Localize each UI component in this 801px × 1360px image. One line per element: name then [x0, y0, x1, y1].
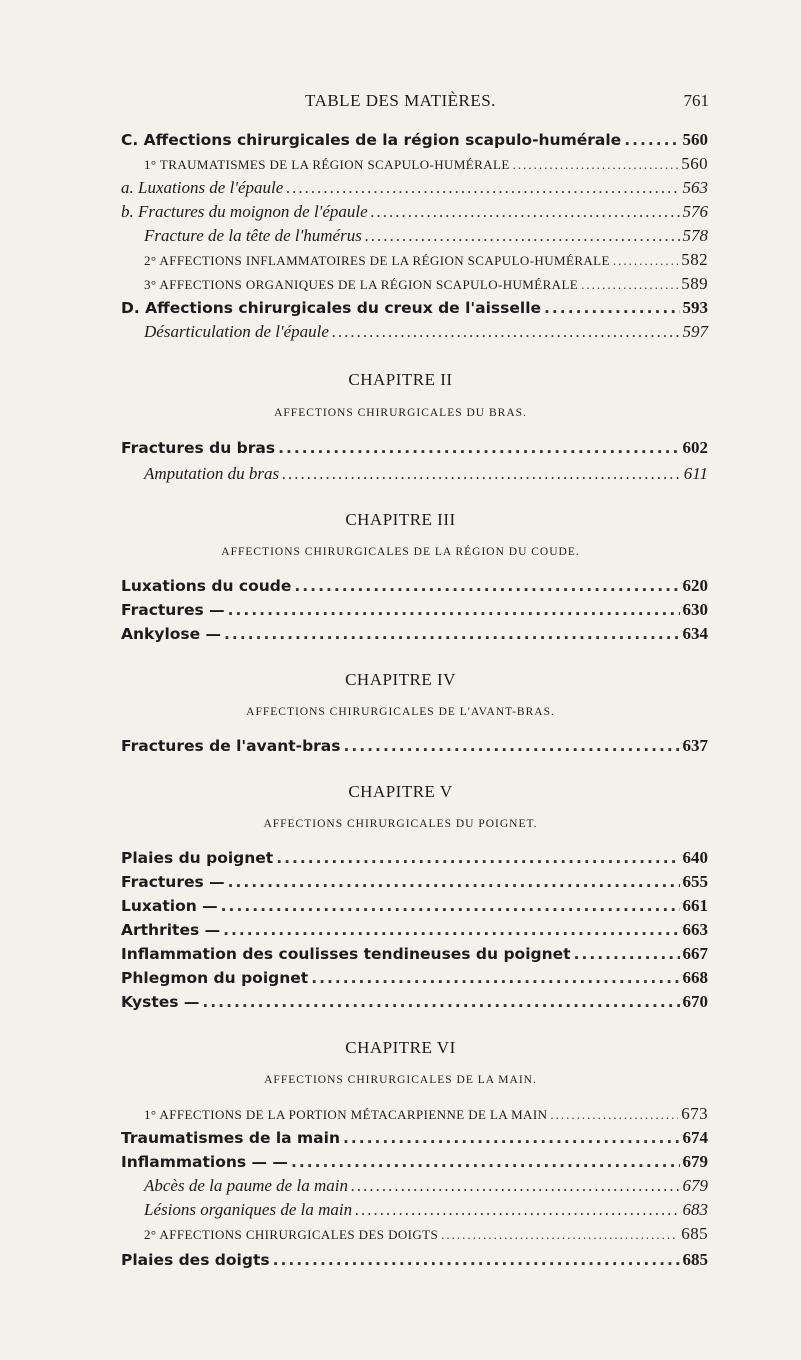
dot-leader [294, 577, 679, 595]
chapter-subtitle: AFFECTIONS CHIRURGICALES DE L'AVANT-BRAS. [246, 706, 555, 718]
toc-entry-page: 576 [682, 202, 708, 221]
chapter-subtitle: AFFECTIONS CHIRURGICALES DU BRAS. [274, 407, 527, 419]
toc-entry [121, 624, 708, 646]
dot-leader [343, 1129, 680, 1147]
toc-entry-page: 661 [682, 896, 708, 915]
toc-entry-label: b. Fractures du moignon de l'épaule [121, 202, 368, 221]
dot-leader [351, 1176, 680, 1196]
dot-leader [221, 897, 680, 915]
toc-entry-page: 685 [682, 1250, 708, 1269]
toc-entry-label: D. Affections chirurgicales du creux de l'aisselle [121, 299, 542, 317]
toc-entry-page: 589 [681, 274, 708, 293]
dot-leader [286, 178, 679, 198]
toc-entry [144, 464, 708, 486]
toc-entry [144, 226, 708, 248]
toc-entry-page: 630 [682, 600, 708, 619]
chapter-title: CHAPITRE IV [345, 670, 456, 689]
toc-entry [121, 202, 708, 224]
toc-entry [144, 250, 708, 272]
toc-entry [121, 438, 708, 460]
toc-entry [121, 896, 708, 918]
toc-entry-label: Luxations du coude [121, 577, 292, 595]
toc-entry-label: Phlegmon du poignet [121, 969, 309, 987]
dot-leader [278, 439, 679, 457]
toc-entry-page: 685 [681, 1224, 708, 1243]
dot-leader [371, 202, 680, 222]
toc-entry-label: Désarticulation de l'épaule [144, 322, 329, 341]
toc-entry-page: 668 [682, 968, 708, 987]
toc-entry-page: 655 [682, 872, 708, 891]
toc-entry-page: 673 [681, 1104, 708, 1123]
toc-entry [144, 274, 708, 296]
dot-leader [311, 969, 679, 987]
toc-entry [144, 1200, 708, 1222]
dot-leader [550, 1107, 678, 1123]
toc-entry-page: 593 [682, 298, 708, 317]
dot-leader [513, 157, 679, 173]
toc-entry-page: 582 [681, 250, 708, 269]
toc-entry [121, 1152, 708, 1174]
toc-entry-label: Ankylose — [121, 625, 222, 643]
dot-leader [224, 625, 679, 643]
toc-entry [121, 600, 708, 622]
toc-entry [121, 920, 708, 942]
toc-entry-page: 670 [682, 992, 708, 1011]
toc-entry [121, 944, 708, 966]
dot-leader [441, 1227, 678, 1243]
toc-entry-page: 620 [682, 576, 708, 595]
toc-entry [121, 576, 708, 598]
toc-entry-page: 679 [682, 1176, 708, 1195]
toc-entry-label: a. Luxations de l'épaule [121, 178, 284, 197]
dot-leader [202, 993, 679, 1011]
toc-entry-label: Plaies du poignet [121, 849, 274, 867]
toc-entry-label: Abcès de la paume de la main [144, 1176, 348, 1195]
dot-leader [282, 464, 681, 484]
toc-entry-label: 2° AFFECTIONS CHIRURGICALES DES DOIGTS [144, 1227, 439, 1242]
toc-entry-label: 2° AFFECTIONS INFLAMMATOIRES DE LA RÉGION SCAPULO-HUMÉRALE [144, 253, 610, 268]
toc-entry-label: Fractures du bras [121, 439, 276, 457]
toc-entry-label: Luxation — [121, 897, 218, 915]
dot-leader [581, 277, 678, 293]
toc-entry-page: 597 [682, 322, 708, 341]
chapter-title: CHAPITRE II [348, 370, 453, 389]
toc-entry [121, 992, 708, 1014]
toc-entry-label: Fracture de la tête de l'humérus [144, 226, 362, 245]
toc-entry-label: Traumatismes de la main [121, 1129, 340, 1147]
dot-leader [228, 873, 680, 891]
dot-leader [228, 601, 680, 619]
dot-leader [332, 322, 680, 342]
toc-entry-label: Arthrites — [121, 921, 221, 939]
toc-entry-page: 611 [683, 464, 708, 483]
toc-entry [121, 848, 708, 870]
dot-leader [355, 1200, 679, 1220]
toc-entry [121, 1128, 708, 1150]
toc-entry-page: 640 [682, 848, 708, 867]
toc-entry [121, 872, 708, 894]
toc-entry-label: Fractures — [121, 601, 225, 619]
toc-entry-label: C. Affections chirurgicales de la région scapulo-humérale [121, 131, 622, 149]
toc-entry-label: Amputation du bras [144, 464, 280, 483]
toc-entry [144, 1104, 708, 1126]
toc-entry-page: 663 [682, 920, 708, 939]
running-page-number: 761 [683, 91, 709, 110]
toc-entry-page: 560 [681, 154, 708, 173]
toc-entry-label: Fractures — [121, 873, 225, 891]
toc-entry-page: 602 [682, 438, 708, 457]
chapter-title: CHAPITRE V [348, 782, 453, 801]
chapter-subtitle: AFFECTIONS CHIRURGICALES DE LA RÉGION DU COUDE. [221, 546, 580, 558]
toc-entry [121, 298, 708, 320]
toc-entry-label: 3° AFFECTIONS ORGANIQUES DE LA RÉGION SCAPULO-HUMÉRALE [144, 277, 579, 292]
toc-entry [121, 130, 708, 152]
toc-entry-page: 578 [682, 226, 708, 245]
toc-entry-label: Inflammations — — [121, 1153, 288, 1171]
toc-entry-page: 679 [682, 1152, 708, 1171]
dot-leader [624, 131, 679, 149]
running-header [0, 91, 801, 113]
toc-entry [144, 322, 708, 344]
toc-entry-page: 667 [682, 944, 708, 963]
toc-entry-page: 674 [682, 1128, 708, 1147]
dot-leader [613, 253, 678, 269]
toc-entry-label: Plaies des doigts [121, 1251, 270, 1269]
toc-entry-label: Kystes — [121, 993, 200, 1011]
dot-leader [574, 945, 680, 963]
dot-leader [273, 1251, 680, 1269]
dot-leader [223, 921, 679, 939]
dot-leader [291, 1153, 680, 1171]
toc-entry-label: 1° AFFECTIONS DE LA PORTION MÉTACARPIENNE DE LA MAIN [144, 1107, 548, 1122]
dot-leader [344, 737, 680, 755]
toc-entry-label: Fractures de l'avant-bras [121, 737, 341, 755]
chapter-subtitle: AFFECTIONS CHIRURGICALES DE LA MAIN. [264, 1074, 537, 1086]
toc-entry-page: 560 [682, 130, 708, 149]
chapter-subtitle: AFFECTIONS CHIRURGICALES DU POIGNET. [263, 818, 538, 830]
toc-entry-label: Lésions organiques de la main [144, 1200, 353, 1219]
toc-entry-page: 563 [682, 178, 708, 197]
toc-entry [121, 178, 708, 200]
chapter-title: CHAPITRE III [345, 510, 456, 529]
toc-entry-page: 637 [682, 736, 708, 755]
toc-entry [121, 736, 708, 758]
chapter-title: CHAPITRE VI [345, 1038, 456, 1057]
dot-leader [276, 849, 679, 867]
toc-entry-page: 683 [682, 1200, 708, 1219]
toc-entry-label: Inflammation des coulisses tendineuses du poignet [121, 945, 571, 963]
toc-entry [121, 968, 708, 990]
toc-entry [144, 1224, 708, 1246]
toc-entry [144, 1176, 708, 1198]
toc-entry [121, 1250, 708, 1272]
toc-entry-page: 634 [682, 624, 708, 643]
running-title: TABLE DES MATIÈRES. [305, 91, 496, 110]
toc-entry-label: 1° TRAUMATISMES DE LA RÉGION SCAPULO-HUMÉRALE [144, 157, 510, 172]
dot-leader [544, 299, 679, 317]
dot-leader [365, 226, 680, 246]
toc-entry [144, 154, 708, 176]
